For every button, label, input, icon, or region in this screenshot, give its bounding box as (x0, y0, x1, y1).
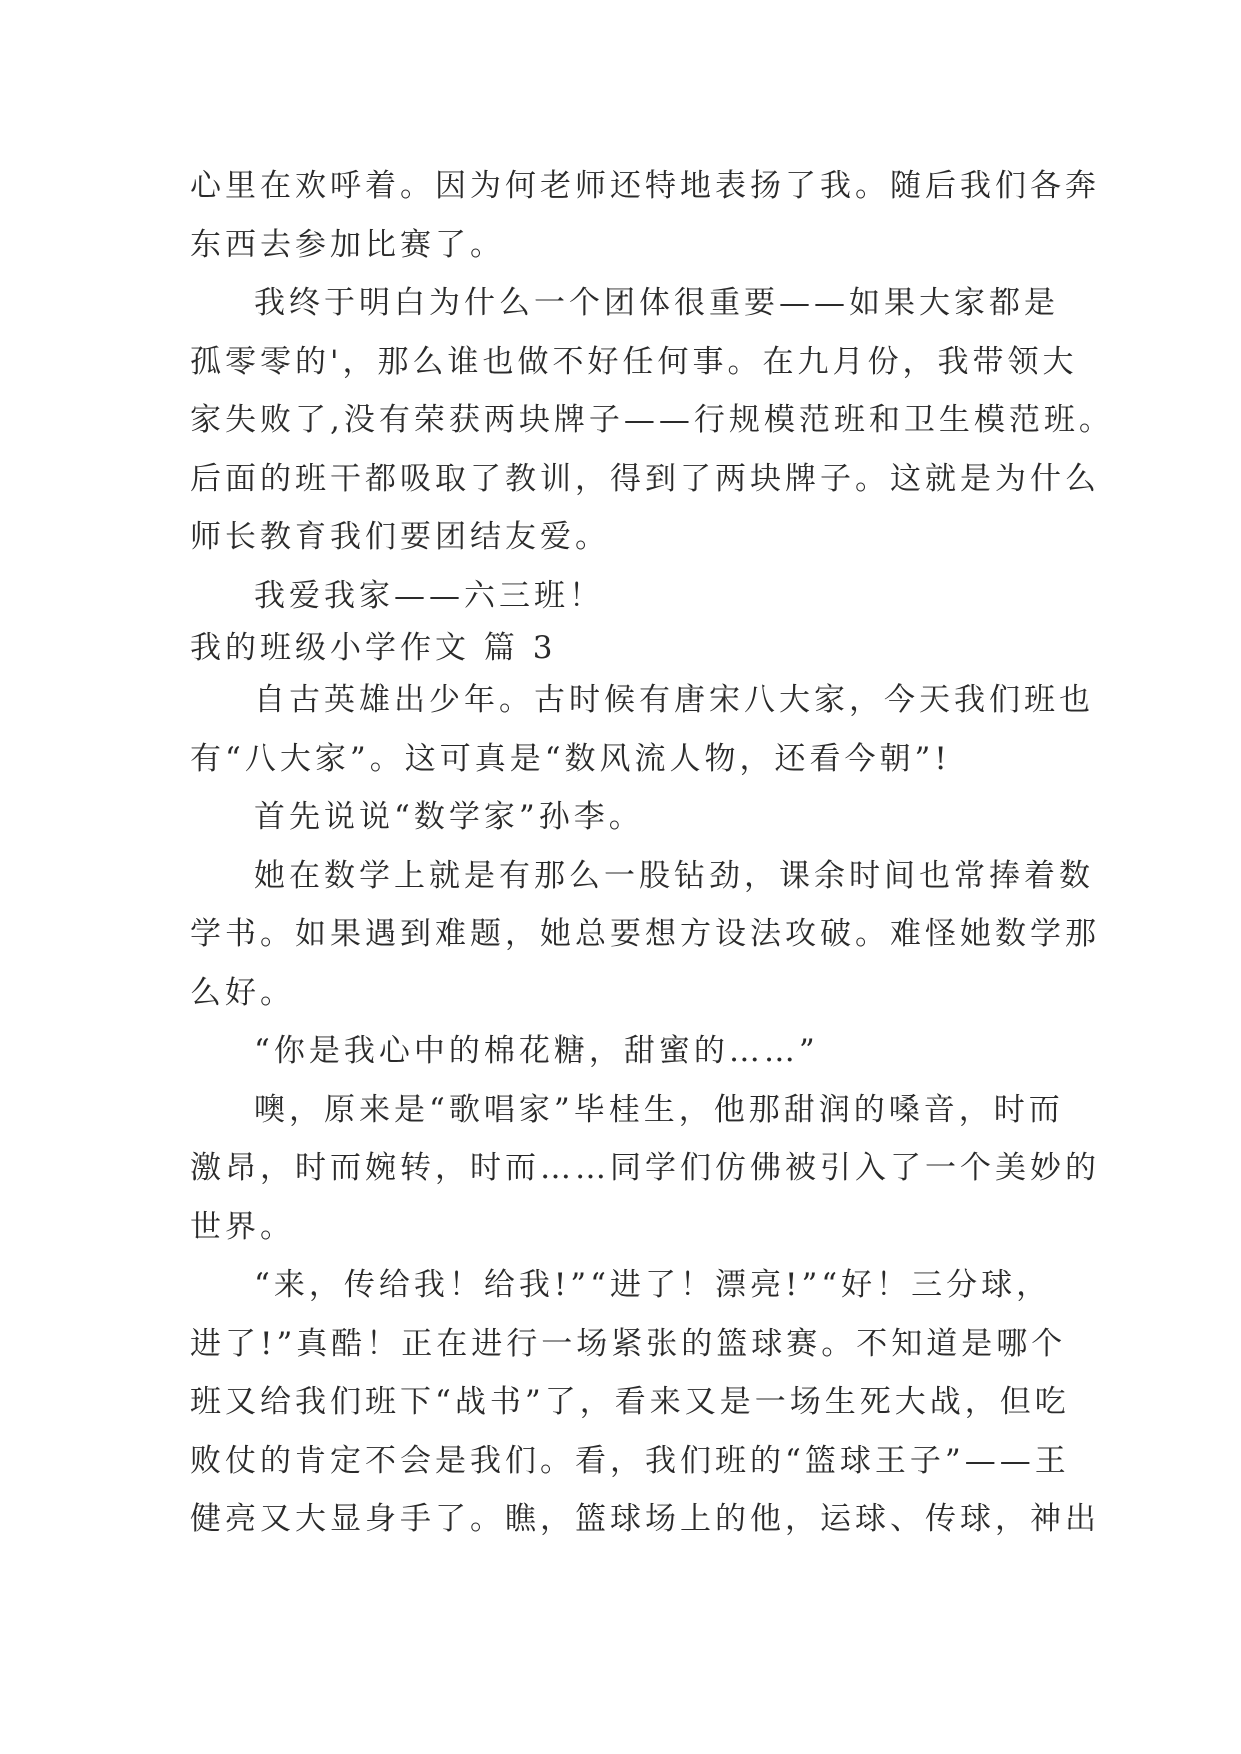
text-line: 学书。如果遇到难题，她总要想方设法攻破。难怪她数学那 (190, 916, 1100, 952)
paragraph-start: “来，传给我！给我!”“进了！漂亮!”“好！三分球， (254, 1267, 1052, 1303)
text-line: 么好。 (190, 974, 295, 1011)
paragraph-start: 自古英雄出少年。古时候有唐宋八大家，今天我们班也 (254, 682, 1094, 718)
text-line: 东西去参加比赛了。 (190, 226, 505, 263)
essay-body (190, 157, 1114, 1549)
paragraph-start: 她在数学上就是有那么一股钻劲，课余时间也常捧着数 (254, 857, 1094, 894)
text-line: 心里在欢呼着。因为何老师还特地表扬了我。随后我们各奔 (190, 168, 1100, 204)
paragraph-start: 我爱我家——六三班！ (254, 577, 604, 614)
text-line: 有“八大家”。这可真是“数风流人物，还看今朝”! (190, 740, 951, 777)
paragraph-start: 我终于明白为什么一个团体很重要——如果大家都是 (254, 285, 1059, 321)
text-line: 健亮又大显身手了。瞧，篮球场上的他，运球、传球，神出 (190, 1501, 1100, 1537)
text-line: 进了!”真酷！正在进行一场紧张的篮球赛。不知道是哪个 (190, 1325, 1067, 1362)
text-line: 激昂，时而婉转，时而……同学们仿佛被引入了一个美妙的 (190, 1150, 1100, 1186)
paragraph-start: 首先说说“数学家”孙李。 (254, 799, 644, 835)
text-line: 师长教育我们要团结友爱。 (190, 519, 610, 555)
text-line: 后面的班干都吸取了教训，得到了两块牌子。这就是为什么 (190, 460, 1100, 497)
paragraph-start: 噢，原来是“歌唱家”毕桂生，他那甜润的嗓音，时而 (254, 1091, 1064, 1128)
text-line: 班又给我们班下“战书”了，看来又是一场生死大战，但吃 (190, 1384, 1070, 1420)
section-title: 我的班级小学作文 篇 3 (190, 630, 557, 666)
text-line: 家失败了,没有荣获两块牌子——行规模范班和卫生模范班。 (190, 402, 1114, 438)
text-line: 败仗的肯定不会是我们。看，我们班的“篮球王子”——王 (190, 1442, 1070, 1479)
text-line: 孤零零的'，那么谁也做不好任何事。在九月份，我带领大 (190, 343, 1078, 380)
text-line: 世界。 (190, 1208, 295, 1245)
paragraph-start: “你是我心中的棉花糖，甜蜜的……” (254, 1033, 819, 1069)
